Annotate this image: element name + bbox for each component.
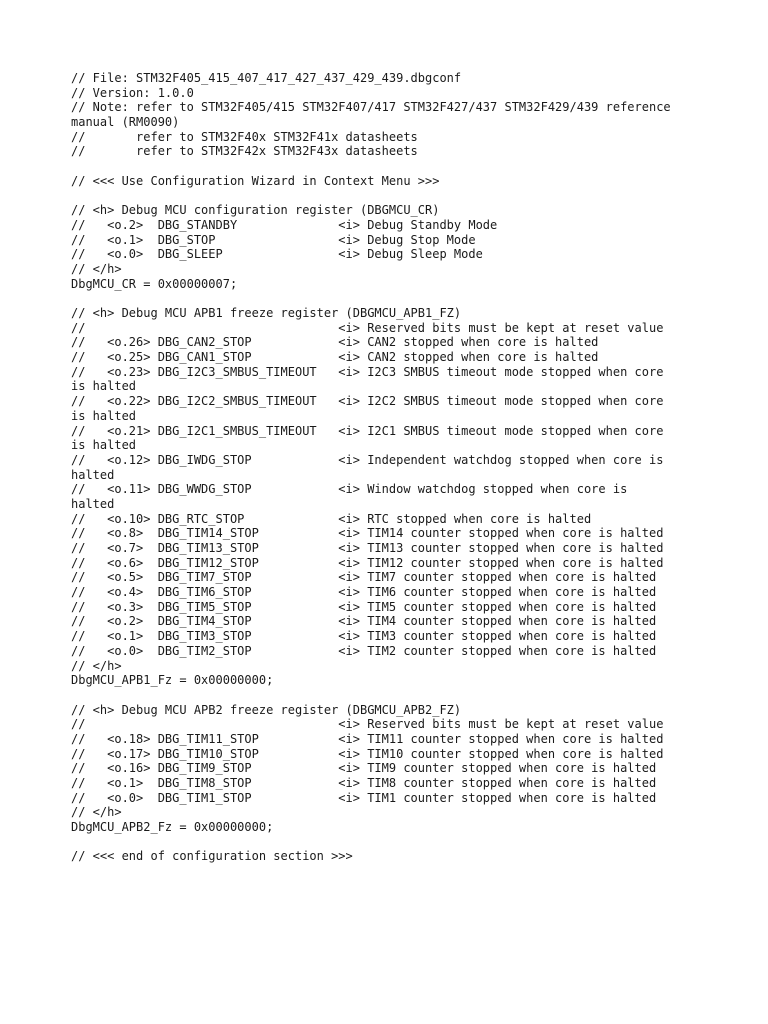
code-line: // </h> <box>71 261 122 276</box>
code-line: halted <box>71 467 115 482</box>
code-line: // <o.3> DBG_TIM5_STOP <i> TIM5 counter stopped when core is halted <box>71 599 657 614</box>
code-line: // <h> Debug MCU APB1 freeze register (DBGMCU_APB1_FZ) <box>71 306 462 320</box>
code-line: // <o.12> DBG_IWDG_STOP <i> Independent watchdog stopped when core is <box>71 452 664 467</box>
code-line: // <o.10> DBG_RTC_STOP <i> RTC stopped when core is halted <box>71 511 592 526</box>
code-line: // <<< end of configuration section >>> <box>71 849 353 864</box>
code-line: is halted <box>71 438 137 453</box>
code-line: // <o.23> DBG_I2C3_SMBUS_TIMEOUT <i> I2C3 SMBUS timeout mode stopped when core <box>71 364 664 379</box>
code-line <box>71 291 711 306</box>
code-line <box>71 835 711 850</box>
config-file-text <box>71 71 711 864</box>
code-line: // File: STM32F405_415_407_417_427_437_429_439.dbgconf <box>71 71 462 85</box>
code-line: // <h> Debug MCU configuration register (DBGMCU_CR) <box>71 203 440 218</box>
code-line: // <o.5> DBG_TIM7_STOP <i> TIM7 counter stopped when core is halted <box>71 570 657 585</box>
code-line: // Version: 1.0.0 <box>71 85 194 100</box>
code-line: // <o.4> DBG_TIM6_STOP <i> TIM6 counter stopped when core is halted <box>71 585 657 600</box>
code-line <box>71 189 711 204</box>
code-line: is halted <box>71 408 137 423</box>
code-line: // <o.21> DBG_I2C1_SMBUS_TIMEOUT <i> I2C1 SMBUS timeout mode stopped when core <box>71 423 664 438</box>
code-line: DbgMCU_APB1_Fz = 0x00000000; <box>71 673 274 688</box>
code-line: // <i> Reserved bits must be kept at reset value <box>71 320 664 335</box>
code-line: // </h> <box>71 658 122 673</box>
code-line: // <o.22> DBG_I2C2_SMBUS_TIMEOUT <i> I2C2 SMBUS timeout mode stopped when core <box>71 394 664 409</box>
code-line: // <o.16> DBG_TIM9_STOP <i> TIM9 counter stopped when core is halted <box>71 761 657 776</box>
code-line: // <o.18> DBG_TIM11_STOP <i> TIM11 counter stopped when core is halted <box>71 731 664 746</box>
code-line: halted <box>71 496 115 511</box>
code-line: is halted <box>71 379 137 394</box>
code-line: // <h> Debug MCU APB2 freeze register (DBGMCU_APB2_FZ) <box>71 702 462 717</box>
code-line: // Note: refer to STM32F405/415 STM32F407/417 STM32F427/437 STM32F429/439 reference <box>71 100 671 115</box>
code-line: // <o.1> DBG_STOP <i> Debug Stop Mode <box>71 232 476 247</box>
code-line: // <i> Reserved bits must be kept at reset value <box>71 717 664 732</box>
code-line: // <o.0> DBG_TIM1_STOP <i> TIM1 counter stopped when core is halted <box>71 790 657 805</box>
code-line <box>71 159 711 174</box>
code-line: // <o.8> DBG_TIM14_STOP <i> TIM14 counter stopped when core is halted <box>71 526 664 541</box>
code-line: // refer to STM32F42x STM32F43x datasheets <box>71 144 418 159</box>
code-line: // <o.2> DBG_TIM4_STOP <i> TIM4 counter stopped when core is halted <box>71 614 657 629</box>
code-line: // </h> <box>71 805 122 820</box>
code-line: // <o.11> DBG_WWDG_STOP <i> Window watchdog stopped when core is <box>71 482 628 497</box>
code-line: // <o.25> DBG_CAN1_STOP <i> CAN2 stopped when core is halted <box>71 350 599 365</box>
code-line: DbgMCU_CR = 0x00000007; <box>71 276 238 291</box>
code-line: // refer to STM32F40x STM32F41x datasheets <box>71 129 418 144</box>
code-line: // <o.0> DBG_TIM2_STOP <i> TIM2 counter stopped when core is halted <box>71 643 657 658</box>
code-line: // <o.26> DBG_CAN2_STOP <i> CAN2 stopped when core is halted <box>71 335 599 350</box>
code-line: // <o.1> DBG_TIM8_STOP <i> TIM8 counter stopped when core is halted <box>71 776 657 790</box>
code-line: // <o.7> DBG_TIM13_STOP <i> TIM13 counter stopped when core is halted <box>71 541 664 555</box>
code-line: // <o.0> DBG_SLEEP <i> Debug Sleep Mode <box>71 247 483 262</box>
code-line: // <o.6> DBG_TIM12_STOP <i> TIM12 counter stopped when core is halted <box>71 555 664 570</box>
code-line: // <<< Use Configuration Wizard in Context Menu >>> <box>71 173 440 188</box>
code-line: // <o.1> DBG_TIM3_STOP <i> TIM3 counter stopped when core is halted <box>71 629 657 644</box>
code-line: // <o.2> DBG_STANDBY <i> Debug Standby Mode <box>71 217 498 232</box>
code-line: DbgMCU_APB2_Fz = 0x00000000; <box>71 820 274 835</box>
code-line: manual (RM0090) <box>71 115 180 130</box>
code-line <box>71 688 711 703</box>
code-line: // <o.17> DBG_TIM10_STOP <i> TIM10 counter stopped when core is halted <box>71 746 664 761</box>
